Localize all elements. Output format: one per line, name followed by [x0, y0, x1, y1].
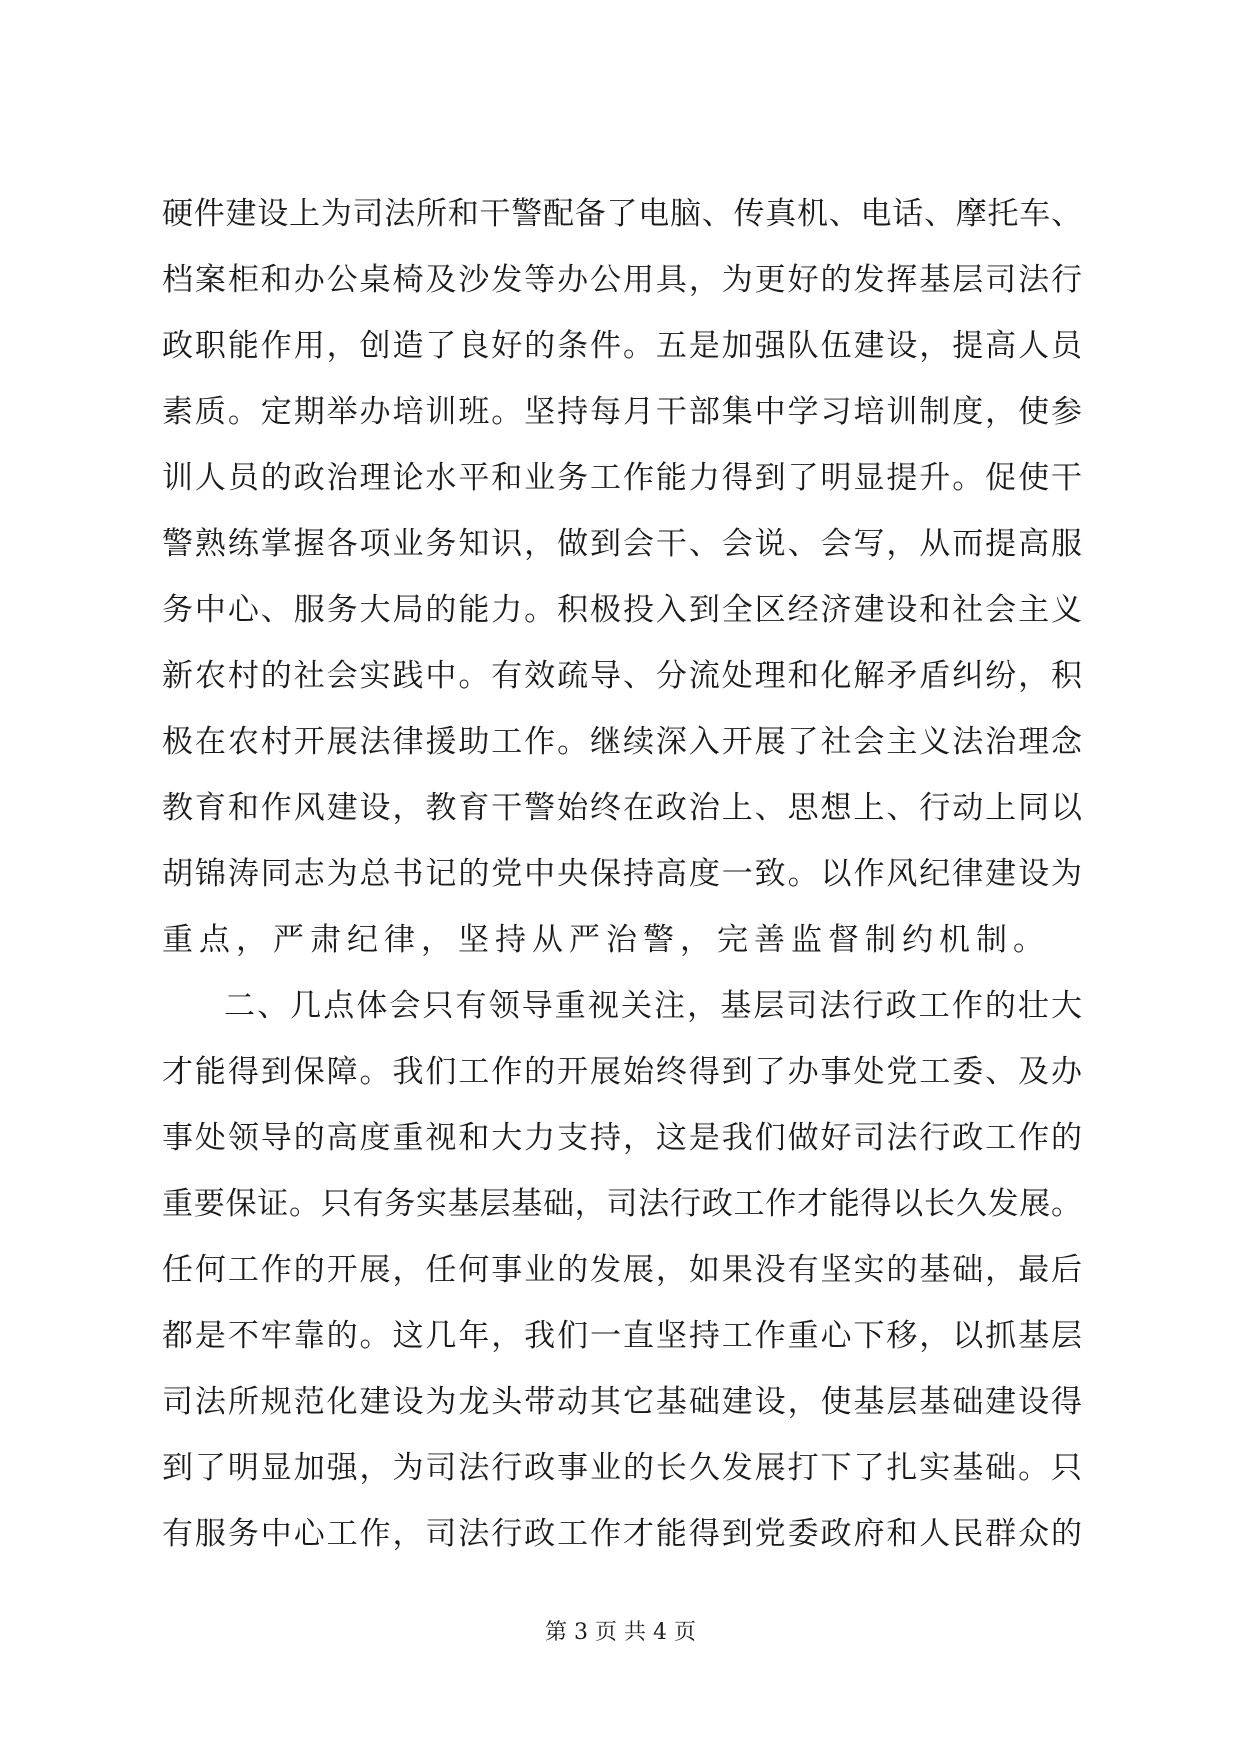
body-line-10: 教育和作风建设，教育干警始终在政治上、思想上、行动上同以	[162, 790, 1082, 826]
page-number-footer: 第 3 页 共 4 页	[545, 1620, 696, 1645]
body-line-18: 都是不牢靠的。这几年，我们一直坚持工作重心下移，以抓基层	[162, 1318, 1082, 1354]
body-line-17: 任何工作的开展，任何事业的发展，如果没有坚实的基础，最后	[162, 1252, 1082, 1288]
body-line-15: 事处领导的高度重视和大力支持，这是我们做好司法行政工作的	[162, 1120, 1082, 1156]
body-line-8: 新农村的社会实践中。有效疏导、分流处理和化解矛盾纠纷，积	[162, 658, 1082, 694]
body-line-11: 胡锦涛同志为总书记的党中央保持高度一致。以作风纪律建设为	[162, 856, 1082, 892]
body-line-5: 训人员的政治理论水平和业务工作能力得到了明显提升。促使干	[162, 460, 1082, 496]
body-line-20: 到了明显加强，为司法行政事业的长久发展打下了扎实基础。只	[162, 1450, 1082, 1486]
body-line-6: 警熟练掌握各项业务知识，做到会干、会说、会写，从而提高服	[162, 526, 1082, 562]
body-line-2: 档案柜和办公桌椅及沙发等办公用具，为更好的发挥基层司法行	[162, 262, 1082, 298]
body-line-9: 极在农村开展法律援助工作。继续深入开展了社会主义法治理念	[162, 724, 1082, 760]
body-line-14: 才能得到保障。我们工作的开展始终得到了办事处党工委、及办	[162, 1054, 1082, 1090]
body-line-19: 司法所规范化建设为龙头带动其它基础建设，使基层基础建设得	[162, 1384, 1082, 1420]
body-line-16: 重要保证。只有务实基层基础，司法行政工作才能得以长久发展。	[162, 1186, 1082, 1222]
body-line-1: 硬件建设上为司法所和干警配备了电脑、传真机、电话、摩托车、	[162, 196, 1082, 232]
body-line-21: 有服务中心工作，司法行政工作才能得到党委政府和人民群众的	[162, 1516, 1082, 1552]
body-line-4: 素质。定期举办培训班。坚持每月干部集中学习培训制度，使参	[162, 394, 1082, 430]
body-line-3: 政职能作用，创造了良好的条件。五是加强队伍建设，提高人员	[162, 328, 1082, 364]
body-line-12: 重点，严肃纪律，坚持从严治警，完善监督制约机制。	[162, 922, 1050, 958]
paragraph-start-line: 二、几点体会只有领导重视关注，基层司法行政工作的壮大	[224, 988, 1082, 1024]
body-line-7: 务中心、服务大局的能力。积极投入到全区经济建设和社会主义	[162, 592, 1082, 628]
